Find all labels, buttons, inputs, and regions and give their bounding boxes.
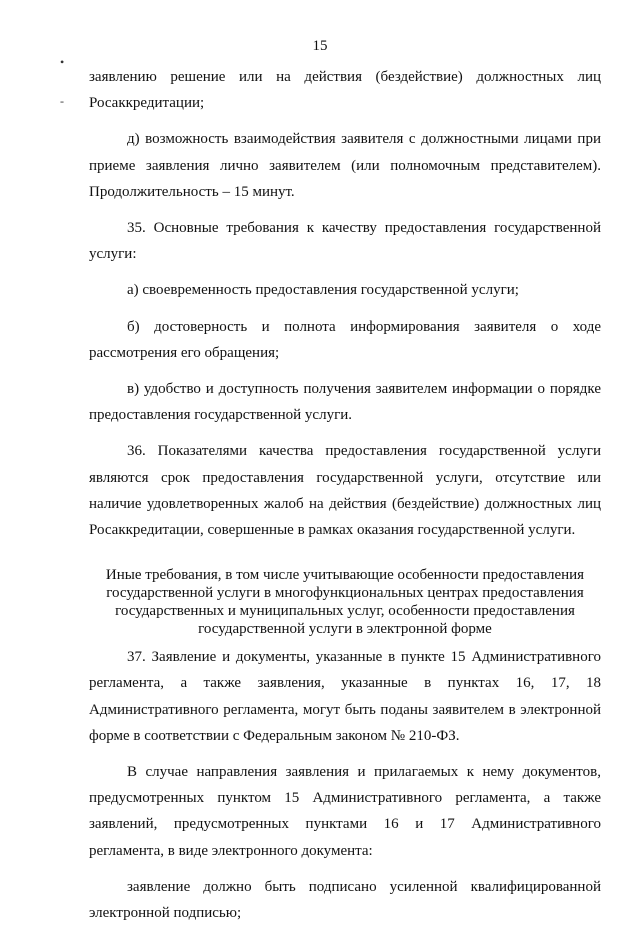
- paragraph-d: д) возможность взаимодействия заявителя с должностными лицами при приеме заявления лично заявителем (или полномочным представителем). Продолжительность – 15 минут.: [89, 131, 601, 200]
- paragraph-35-v: в) удобство и доступность получения заявителем информации о порядке предоставления государственной услуги.: [89, 381, 601, 424]
- paragraph-electronic-submission: В случае направления заявления и прилагаемых к нему документов, предусмотренных пунктом 15 Административного регламента, а также заявлений, предусмотренных пунктами 16 и 17 Административного регламента, в виде электронного документа:: [89, 764, 601, 859]
- paragraph: заявлению решение или на действия (бездействие) должностных лиц Росаккредитации;: [89, 69, 601, 112]
- page-number: 15: [312, 38, 328, 54]
- section-heading: Иные требования, в том числе учитывающие особенности предоставления государственной услуги в многофункциональных центрах предоставления государственных и муниципальных услуг, особенности предоставления государственной услуги в электронной форме: [105, 567, 585, 638]
- paragraph-35-b: б) достоверность и полнота информирования заявителя о ходе рассмотрения его обращения;: [89, 318, 601, 361]
- paragraph-35: 35. Основные требования к качеству предоставления государственной услуги:: [89, 220, 601, 263]
- paragraph-signature-requirement: заявление должно быть подписано усиленной квалифицированной электронной подписью;: [89, 878, 601, 922]
- document-body: [89, 64, 601, 926]
- paragraph-35-a: а) своевременность предоставления государственной услуги;: [127, 282, 519, 299]
- margin-mark: -: [60, 94, 64, 108]
- paragraph-36: 36. Показателями качества предоставления государственной услуги являются срок предоставления государственной услуги, отсутствие или наличие удовлетворенных жалоб на действия (бездействие) должностных лиц Росаккредитации, совершенные в рамках оказания государственной услуги.: [89, 443, 601, 539]
- margin-mark: •: [60, 55, 65, 69]
- paragraph-37: 37. Заявление и документы, указанные в пункте 15 Административного регламента, а также заявления, указанные в пунктах 16, 17, 18 Административного регламента, могут быть поданы заявителем в электронной форме в соответствии с Федеральным законом № 210-ФЗ.: [89, 649, 601, 744]
